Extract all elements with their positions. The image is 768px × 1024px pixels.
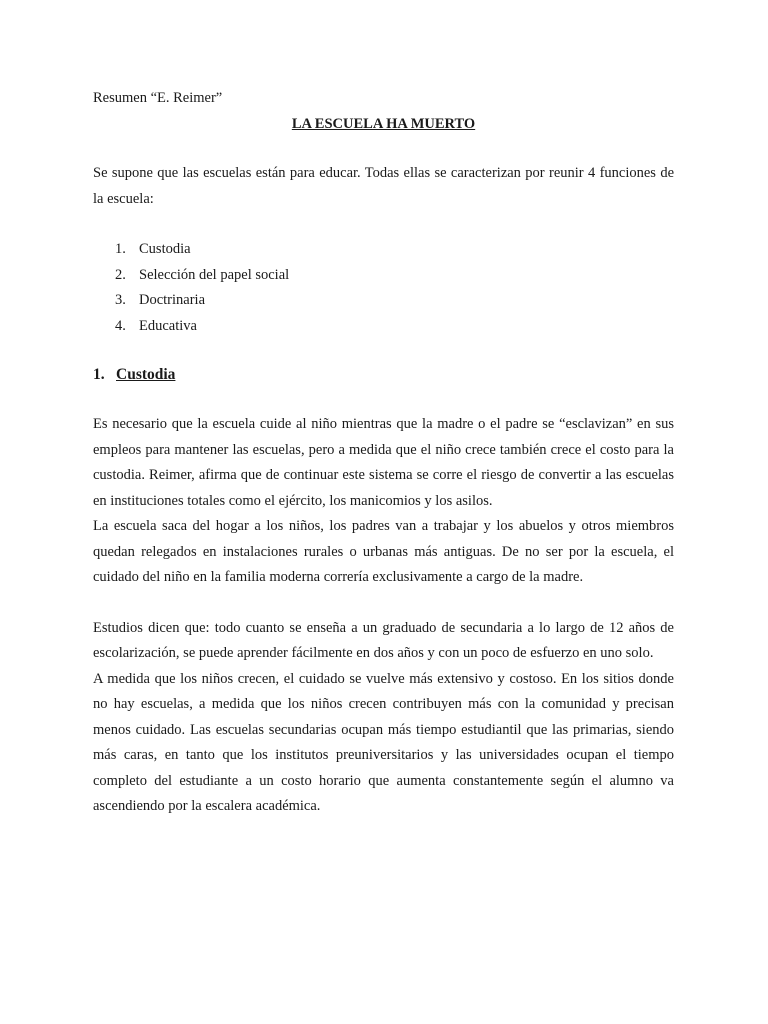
body-paragraph: Es necesario que la escuela cuide al niño mientras que la madre o el padre se “esclavizan” en sus empleos para mantener las escuelas, pero a medida que el niño crece también crece el costo para la custodia. Reimer, afirma que de continuar este sistema se corre el riesgo de convertir a las escuelas en instituciones totales como el ejército, los manicomios y los asilos.	[93, 416, 674, 509]
body-paragraph: Estudios dicen que: todo cuanto se enseña a un graduado de secundaria a lo largo de 12 años de escolarización, se puede aprender fácilmente en dos años y con un poco de esfuerzo en uno solo.	[93, 619, 674, 661]
list-item	[93, 288, 674, 314]
list-item-number: 4.	[115, 317, 126, 334]
list-item-number: 3.	[115, 292, 126, 308]
body-paragraph: A medida que los niños crecen, el cuidado se vuelve más extensivo y costoso. En los sitios donde no hay escuelas, a medida que los niños crecen contribuyen más con la comunidad y precisan menos cuidado. Las escuelas secundarias ocupan más tiempo estudiantil que las primarias, siendo más caras, en tanto que los institutos preuniversitarios y las universidades ocupan el tiempo completo del estudiante a un costo horario que aumenta constantemente según el alumno va ascendiendo por la escalera académica.	[93, 670, 674, 814]
list-item	[93, 314, 674, 340]
list-item-label: Selección del papel social	[139, 266, 290, 283]
section-heading-label: Custodia	[116, 366, 176, 383]
document-title: LA ESCUELA HA MUERTO	[291, 115, 476, 132]
intro-paragraph: Se supone que las escuelas están para educar. Todas ellas se caracterizan por reunir 4 funciones de la escuela:	[93, 165, 674, 207]
list-item-number: 1.	[115, 241, 126, 257]
list-item-number: 2.	[115, 266, 126, 283]
list-item-label: Educativa	[139, 317, 197, 334]
list-item-label: Doctrinaria	[139, 292, 206, 308]
summary-line: Resumen “E. Reimer”	[93, 90, 223, 106]
document-body	[93, 86, 674, 820]
body-paragraph: La escuela saca del hogar a los niños, los padres van a trabajar y los abuelos y otros miembros quedan relegados en instalaciones rurales o urbanas más antiguas. De no ser por la escuela, el cuidado del niño en la familia moderna correría exclusivamente a cargo de la madre.	[93, 518, 674, 585]
section-heading	[93, 361, 674, 388]
functions-list	[93, 237, 674, 339]
list-item	[93, 263, 674, 289]
list-item-label: Custodia	[139, 241, 191, 257]
section-number: 1.	[93, 366, 105, 383]
list-item	[93, 237, 674, 263]
